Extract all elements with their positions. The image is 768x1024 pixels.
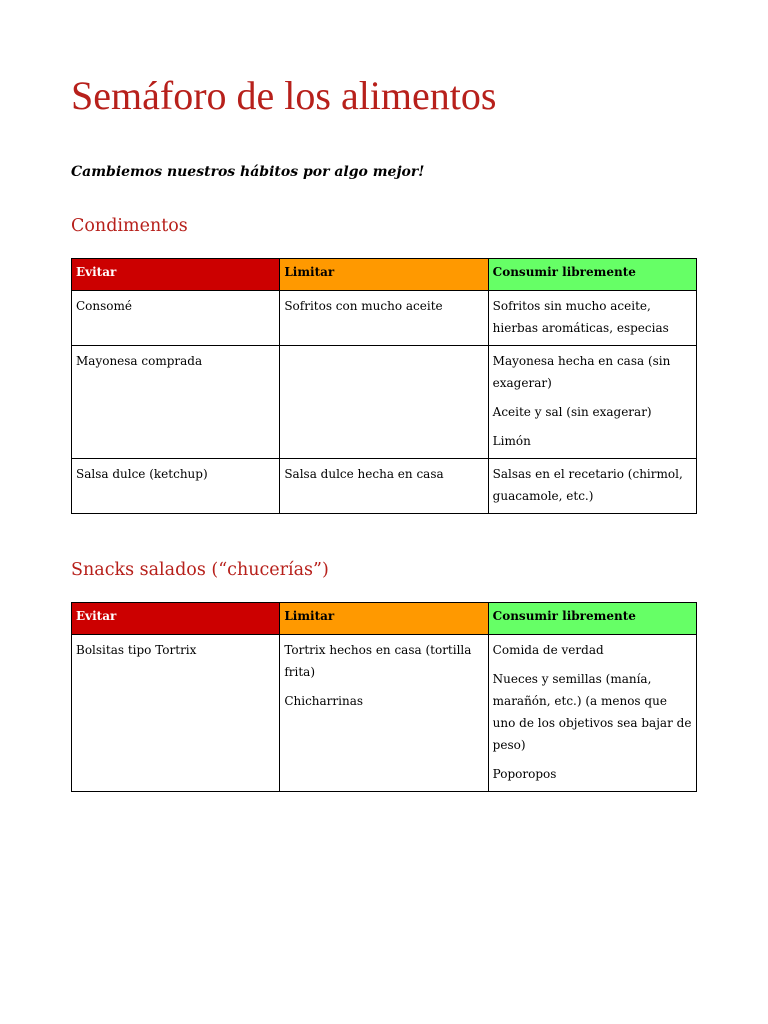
cell-text: Aceite y sal (sin exagerar) bbox=[492, 405, 652, 419]
header-avoid: Evitar bbox=[72, 603, 280, 635]
header-limit: Limitar bbox=[280, 259, 488, 291]
cell-avoid bbox=[72, 635, 280, 792]
cell-text: Salsa dulce (ketchup) bbox=[76, 467, 208, 481]
table-header-row bbox=[72, 259, 697, 291]
cell-text: Poporopos bbox=[492, 767, 557, 781]
header-free: Consumir libremente bbox=[488, 259, 696, 291]
table-row bbox=[72, 635, 697, 792]
page-subtitle: Cambiemos nuestros hábitos por algo mejor! bbox=[71, 164, 425, 180]
section-heading-condimentos: Condimentos bbox=[71, 216, 188, 236]
table-row bbox=[72, 346, 697, 459]
cell-text: Consomé bbox=[76, 299, 132, 313]
header-avoid: Evitar bbox=[72, 259, 280, 291]
table-condimentos bbox=[71, 258, 697, 514]
cell-free bbox=[488, 459, 696, 514]
table-row bbox=[72, 291, 697, 346]
cell-text: Nueces y semillas (manía, marañón, etc.) (a menos que uno de los objetivos sea bajar de peso) bbox=[492, 672, 692, 752]
section-heading-snacks: Snacks salados (“chucerías”) bbox=[71, 560, 329, 580]
cell-avoid bbox=[72, 346, 280, 459]
cell-text: Chicharrinas bbox=[284, 694, 364, 708]
header-limit: Limitar bbox=[280, 603, 488, 635]
table-header-row bbox=[72, 603, 697, 635]
cell-avoid bbox=[72, 459, 280, 514]
cell-text: Sofritos sin mucho aceite, hierbas aromáticas, especias bbox=[492, 299, 669, 335]
cell-limit bbox=[280, 635, 488, 792]
cell-text: Mayonesa comprada bbox=[76, 354, 203, 368]
table-row bbox=[72, 459, 697, 514]
page-title: Semáforo de los alimentos bbox=[71, 73, 497, 118]
cell-limit bbox=[280, 459, 488, 514]
cell-text: Limón bbox=[492, 434, 531, 448]
table-snacks bbox=[71, 602, 697, 792]
cell-text: Tortrix hechos en casa (tortilla frita) bbox=[284, 643, 472, 679]
cell-text: Mayonesa hecha en casa (sin exagerar) bbox=[492, 354, 671, 390]
cell-text: Salsas en el recetario (chirmol, guacamole, etc.) bbox=[492, 467, 683, 503]
cell-limit bbox=[280, 346, 488, 459]
cell-text: Comida de verdad bbox=[492, 643, 604, 657]
cell-free bbox=[488, 635, 696, 792]
cell-text: Bolsitas tipo Tortrix bbox=[76, 643, 197, 657]
cell-free bbox=[488, 291, 696, 346]
cell-limit bbox=[280, 291, 488, 346]
header-free: Consumir libremente bbox=[488, 603, 696, 635]
cell-text: Salsa dulce hecha en casa bbox=[284, 467, 444, 481]
cell-free bbox=[488, 346, 696, 459]
cell-avoid bbox=[72, 291, 280, 346]
cell-text: Sofritos con mucho aceite bbox=[284, 299, 443, 313]
